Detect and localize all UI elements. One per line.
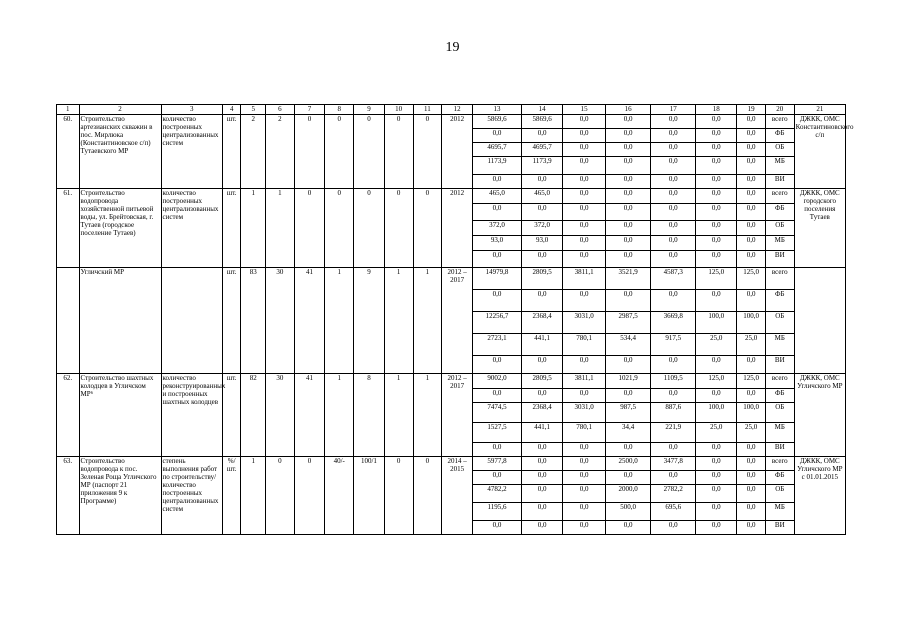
cell: 1 [413, 374, 442, 457]
value-cell: 0,0 [472, 129, 521, 143]
value-cell: 7474,5 [472, 403, 521, 423]
page-number: 19 [445, 40, 460, 55]
value-cell: 2809,5 [522, 374, 563, 389]
column-header: 2 [79, 105, 161, 115]
value-cell: 3811,1 [563, 268, 606, 290]
value-cell: 0,0 [696, 485, 737, 503]
funding-source: ФБ [765, 204, 794, 221]
indicator: степень выполнения работ по строительству/ количество построенных централизованных систем [161, 457, 222, 535]
indicator: количество реконструированных и построенных шахтных колодцев [161, 374, 222, 457]
cell: 100/1 [354, 457, 385, 535]
funding-source: ВИ [765, 175, 794, 189]
value-cell: 0,0 [696, 471, 737, 485]
item-name: Строительство артезианских скважин в пос. Мирлюка (Константиновское с/п) Тутаевского МР [79, 115, 161, 189]
value-cell: 2368,4 [522, 403, 563, 423]
cell: 0 [325, 115, 354, 189]
value-cell: 0,0 [651, 471, 696, 485]
executor: ДЖКК, ОМС городского поселения Тутаев [794, 189, 845, 268]
value-cell: 2782,2 [651, 485, 696, 503]
period: 2012 [442, 189, 473, 268]
cell: 0 [294, 115, 325, 189]
value-cell: 0,0 [696, 457, 737, 471]
value-cell: 0,0 [563, 356, 606, 374]
funding-source: ФБ [765, 290, 794, 312]
value-cell: 0,0 [651, 389, 696, 403]
value-cell: 0,0 [696, 157, 737, 175]
value-cell: 0,0 [563, 221, 606, 236]
value-cell: 1021,9 [606, 374, 651, 389]
value-cell: 0,0 [696, 503, 737, 521]
value-cell: 0,0 [651, 115, 696, 129]
value-cell: 1109,5 [651, 374, 696, 389]
executor: ДЖКК, ОМС Угличского МР с 01.01.2015 [794, 457, 845, 535]
funding-source: ВИ [765, 356, 794, 374]
period: 2012 – 2017 [442, 374, 473, 457]
value-cell: 0,0 [737, 471, 766, 485]
value-cell: 0,0 [696, 389, 737, 403]
funding-source: МБ [765, 334, 794, 356]
value-cell: 0,0 [606, 129, 651, 143]
value-cell: 0,0 [563, 157, 606, 175]
value-cell: 0,0 [522, 503, 563, 521]
funding-source: МБ [765, 423, 794, 443]
value-cell: 2987,5 [606, 312, 651, 334]
value-cell: 0,0 [651, 157, 696, 175]
indicator: количество построенных централизованных систем [161, 115, 222, 189]
value-cell: 0,0 [737, 189, 766, 204]
funding-source: ОБ [765, 485, 794, 503]
column-header: 5 [241, 105, 266, 115]
value-cell: 887,6 [651, 403, 696, 423]
column-header: 14 [522, 105, 563, 115]
funding-source: ОБ [765, 312, 794, 334]
funding-source: ОБ [765, 143, 794, 157]
cell: 40/- [325, 457, 354, 535]
value-cell: 0,0 [472, 290, 521, 312]
value-cell: 93,0 [472, 236, 521, 251]
value-cell: 100,0 [696, 312, 737, 334]
value-cell: 0,0 [606, 443, 651, 457]
value-cell: 0,0 [696, 236, 737, 251]
column-header: 17 [651, 105, 696, 115]
header-row [57, 105, 846, 115]
funding-source: всего [765, 115, 794, 129]
value-cell: 0,0 [737, 157, 766, 175]
funding-source: всего [765, 457, 794, 471]
cell: 1 [241, 189, 266, 268]
value-cell: 0,0 [522, 389, 563, 403]
cell: 1 [325, 268, 354, 374]
funding-source: ФБ [765, 471, 794, 485]
period: 2012 [442, 115, 473, 189]
value-cell: 0,0 [651, 189, 696, 204]
value-cell: 0,0 [563, 189, 606, 204]
item-name: Строительство шахтных колодцев в Угличском МР⁶ [79, 374, 161, 457]
column-header: 10 [384, 105, 413, 115]
value-cell: 0,0 [522, 443, 563, 457]
value-cell: 0,0 [522, 471, 563, 485]
value-cell: 987,5 [606, 403, 651, 423]
column-header: 7 [294, 105, 325, 115]
cell: 0 [325, 189, 354, 268]
value-cell: 0,0 [651, 129, 696, 143]
value-cell: 3477,8 [651, 457, 696, 471]
row-number: 63. [57, 457, 80, 535]
item-name: Строительство водопровода к пос. Зеленая Роща Угличского МР (паспорт 21 приложения 9 к Программе) [79, 457, 161, 535]
cell: 1 [241, 457, 266, 535]
indicator: количество построенных централизованных систем [161, 189, 222, 268]
funding-source: ВИ [765, 443, 794, 457]
value-cell: 0,0 [737, 204, 766, 221]
value-cell: 0,0 [737, 290, 766, 312]
value-cell: 125,0 [737, 268, 766, 290]
table-row [57, 374, 846, 389]
value-cell: 465,0 [472, 189, 521, 204]
cell: 8 [354, 374, 385, 457]
column-header: 3 [161, 105, 222, 115]
value-cell: 3031,0 [563, 312, 606, 334]
value-cell: 917,5 [651, 334, 696, 356]
column-header: 15 [563, 105, 606, 115]
cell: 1 [265, 189, 294, 268]
cell: 1 [384, 374, 413, 457]
cell: 0 [413, 115, 442, 189]
value-cell: 0,0 [472, 521, 521, 535]
value-cell: 441,1 [522, 334, 563, 356]
value-cell: 0,0 [606, 521, 651, 535]
value-cell: 4587,3 [651, 268, 696, 290]
value-cell: 0,0 [522, 521, 563, 535]
value-cell: 0,0 [651, 175, 696, 189]
cell: 2 [241, 115, 266, 189]
value-cell: 0,0 [606, 157, 651, 175]
value-cell: 0,0 [563, 457, 606, 471]
value-cell: 0,0 [737, 503, 766, 521]
column-header: 20 [765, 105, 794, 115]
value-cell: 125,0 [737, 374, 766, 389]
value-cell: 0,0 [563, 115, 606, 129]
value-cell: 9002,0 [472, 374, 521, 389]
value-cell: 0,0 [737, 115, 766, 129]
value-cell: 0,0 [737, 143, 766, 157]
value-cell: 25,0 [737, 423, 766, 443]
value-cell: 500,0 [606, 503, 651, 521]
value-cell: 0,0 [563, 443, 606, 457]
funding-source: всего [765, 374, 794, 389]
value-cell: 100,0 [696, 403, 737, 423]
value-cell: 372,0 [522, 221, 563, 236]
value-cell: 34,4 [606, 423, 651, 443]
value-cell: 0,0 [522, 204, 563, 221]
value-cell: 0,0 [563, 389, 606, 403]
column-header: 16 [606, 105, 651, 115]
value-cell: 0,0 [563, 251, 606, 268]
value-cell: 0,0 [563, 471, 606, 485]
value-cell: 0,0 [563, 204, 606, 221]
value-cell: 0,0 [651, 521, 696, 535]
value-cell: 0,0 [696, 175, 737, 189]
value-cell: 0,0 [472, 175, 521, 189]
value-cell: 0,0 [651, 251, 696, 268]
value-cell: 0,0 [472, 204, 521, 221]
executor: ДЖКК, ОМС Константиновского с/п [794, 115, 845, 189]
value-cell: 0,0 [737, 443, 766, 457]
value-cell: 3521,9 [606, 268, 651, 290]
cell: 41 [294, 268, 325, 374]
value-cell: 0,0 [522, 457, 563, 471]
cell: 0 [294, 189, 325, 268]
funding-source: МБ [765, 236, 794, 251]
cell: 1 [384, 268, 413, 374]
item-name: Строительство водопровода хозяйственной питьевой воды, ул. Брейтовская, г. Тутаев (городское поселение Тутаев) [79, 189, 161, 268]
table-row [57, 457, 846, 471]
unit: шт. [222, 268, 240, 374]
value-cell: 0,0 [606, 236, 651, 251]
cell: 82 [241, 374, 266, 457]
cell: 0 [265, 457, 294, 535]
value-cell: 221,9 [651, 423, 696, 443]
column-header: 13 [472, 105, 521, 115]
row-number: 62. [57, 374, 80, 457]
value-cell: 0,0 [563, 236, 606, 251]
value-cell: 0,0 [737, 485, 766, 503]
cell: 1 [413, 268, 442, 374]
column-header: 1 [57, 105, 80, 115]
column-header: 4 [222, 105, 240, 115]
cell: 0 [384, 115, 413, 189]
value-cell: 14979,8 [472, 268, 521, 290]
value-cell: 0,0 [563, 485, 606, 503]
value-cell: 0,0 [606, 221, 651, 236]
cell: 2 [265, 115, 294, 189]
value-cell: 0,0 [737, 389, 766, 403]
funding-source: ВИ [765, 521, 794, 535]
value-cell: 2368,4 [522, 312, 563, 334]
value-cell: 4695,7 [522, 143, 563, 157]
value-cell: 0,0 [522, 290, 563, 312]
cell: 0 [384, 189, 413, 268]
value-cell: 0,0 [696, 443, 737, 457]
value-cell: 695,6 [651, 503, 696, 521]
value-cell: 0,0 [606, 356, 651, 374]
value-cell: 5977,8 [472, 457, 521, 471]
value-cell: 0,0 [696, 521, 737, 535]
value-cell: 2500,0 [606, 457, 651, 471]
value-cell: 534,4 [606, 334, 651, 356]
value-cell: 0,0 [651, 443, 696, 457]
value-cell: 100,0 [737, 403, 766, 423]
indicator [161, 268, 222, 374]
cell: 30 [265, 374, 294, 457]
value-cell: 0,0 [606, 251, 651, 268]
value-cell: 0,0 [563, 175, 606, 189]
value-cell: 0,0 [522, 485, 563, 503]
table-row [57, 189, 846, 204]
value-cell: 0,0 [737, 175, 766, 189]
value-cell: 2723,1 [472, 334, 521, 356]
row-number: 60. [57, 115, 80, 189]
value-cell: 0,0 [472, 251, 521, 268]
funding-source: ОБ [765, 403, 794, 423]
value-cell: 2809,5 [522, 268, 563, 290]
cell: 0 [294, 457, 325, 535]
period: 2014 – 2015 [442, 457, 473, 535]
value-cell: 0,0 [522, 129, 563, 143]
funding-source: ФБ [765, 389, 794, 403]
value-cell: 0,0 [472, 471, 521, 485]
funding-source: МБ [765, 503, 794, 521]
value-cell: 100,0 [737, 312, 766, 334]
value-cell: 0,0 [563, 521, 606, 535]
value-cell: 0,0 [651, 236, 696, 251]
value-cell: 0,0 [563, 503, 606, 521]
value-cell: 93,0 [522, 236, 563, 251]
value-cell: 0,0 [563, 129, 606, 143]
value-cell: 0,0 [696, 356, 737, 374]
value-cell: 0,0 [737, 236, 766, 251]
value-cell: 0,0 [696, 290, 737, 312]
value-cell: 0,0 [606, 143, 651, 157]
value-cell: 0,0 [651, 204, 696, 221]
value-cell: 12256,7 [472, 312, 521, 334]
column-header: 8 [325, 105, 354, 115]
executor [794, 268, 845, 374]
row-number: 61. [57, 189, 80, 268]
value-cell: 0,0 [606, 389, 651, 403]
value-cell: 0,0 [522, 251, 563, 268]
item-name: Угличский МР [79, 268, 161, 374]
table-row [57, 268, 846, 290]
value-cell: 0,0 [696, 204, 737, 221]
cell: 30 [265, 268, 294, 374]
value-cell: 0,0 [696, 221, 737, 236]
cell: 41 [294, 374, 325, 457]
value-cell: 125,0 [696, 374, 737, 389]
column-header: 18 [696, 105, 737, 115]
value-cell: 372,0 [472, 221, 521, 236]
value-cell: 0,0 [737, 521, 766, 535]
value-cell: 3031,0 [563, 403, 606, 423]
period: 2012 – 2017 [442, 268, 473, 374]
value-cell: 3811,1 [563, 374, 606, 389]
funding-source: всего [765, 268, 794, 290]
value-cell: 0,0 [472, 389, 521, 403]
funding-source: ФБ [765, 129, 794, 143]
value-cell: 0,0 [606, 175, 651, 189]
value-cell: 441,1 [522, 423, 563, 443]
column-header: 21 [794, 105, 845, 115]
value-cell: 0,0 [651, 290, 696, 312]
unit: %/ шт. [222, 457, 240, 535]
value-cell: 0,0 [696, 129, 737, 143]
cell: 83 [241, 268, 266, 374]
value-cell: 0,0 [696, 115, 737, 129]
cell: 0 [384, 457, 413, 535]
value-cell: 0,0 [696, 189, 737, 204]
value-cell: 25,0 [696, 334, 737, 356]
cell: 0 [354, 115, 385, 189]
value-cell: 1195,6 [472, 503, 521, 521]
column-header: 9 [354, 105, 385, 115]
value-cell: 0,0 [696, 251, 737, 268]
value-cell: 780,1 [563, 334, 606, 356]
value-cell: 780,1 [563, 423, 606, 443]
unit: шт. [222, 115, 240, 189]
column-header: 19 [737, 105, 766, 115]
table-row [57, 115, 846, 129]
value-cell: 0,0 [522, 175, 563, 189]
value-cell: 0,0 [606, 471, 651, 485]
value-cell: 0,0 [651, 356, 696, 374]
cell: 0 [413, 457, 442, 535]
program-table [56, 104, 854, 535]
value-cell: 0,0 [651, 143, 696, 157]
cell: 1 [325, 374, 354, 457]
executor: ДЖКК, ОМС Угличского МР [794, 374, 845, 457]
value-cell: 0,0 [737, 457, 766, 471]
value-cell: 0,0 [606, 290, 651, 312]
value-cell: 1173,9 [472, 157, 521, 175]
unit: шт. [222, 374, 240, 457]
value-cell: 3669,8 [651, 312, 696, 334]
value-cell: 4782,2 [472, 485, 521, 503]
value-cell: 5869,6 [522, 115, 563, 129]
value-cell: 1527,5 [472, 423, 521, 443]
value-cell: 0,0 [696, 143, 737, 157]
funding-source: всего [765, 189, 794, 204]
row-number [57, 268, 80, 374]
value-cell: 0,0 [737, 251, 766, 268]
value-cell: 0,0 [606, 204, 651, 221]
value-cell: 0,0 [606, 115, 651, 129]
cell: 0 [413, 189, 442, 268]
value-cell: 125,0 [696, 268, 737, 290]
value-cell: 0,0 [472, 356, 521, 374]
unit: шт. [222, 189, 240, 268]
value-cell: 25,0 [696, 423, 737, 443]
value-cell: 5869,6 [472, 115, 521, 129]
value-cell: 0,0 [737, 356, 766, 374]
cell: 0 [354, 189, 385, 268]
column-header: 6 [265, 105, 294, 115]
funding-source: ВИ [765, 251, 794, 268]
value-cell: 0,0 [522, 356, 563, 374]
value-cell: 0,0 [472, 443, 521, 457]
value-cell: 0,0 [606, 189, 651, 204]
value-cell: 2000,0 [606, 485, 651, 503]
value-cell: 4695,7 [472, 143, 521, 157]
funding-source: ОБ [765, 221, 794, 236]
value-cell: 0,0 [651, 221, 696, 236]
value-cell: 1173,9 [522, 157, 563, 175]
cell: 9 [354, 268, 385, 374]
value-cell: 0,0 [563, 290, 606, 312]
value-cell: 0,0 [737, 221, 766, 236]
funding-source: МБ [765, 157, 794, 175]
column-header: 11 [413, 105, 442, 115]
value-cell: 465,0 [522, 189, 563, 204]
column-header: 12 [442, 105, 473, 115]
value-cell: 25,0 [737, 334, 766, 356]
value-cell: 0,0 [737, 129, 766, 143]
value-cell: 0,0 [563, 143, 606, 157]
